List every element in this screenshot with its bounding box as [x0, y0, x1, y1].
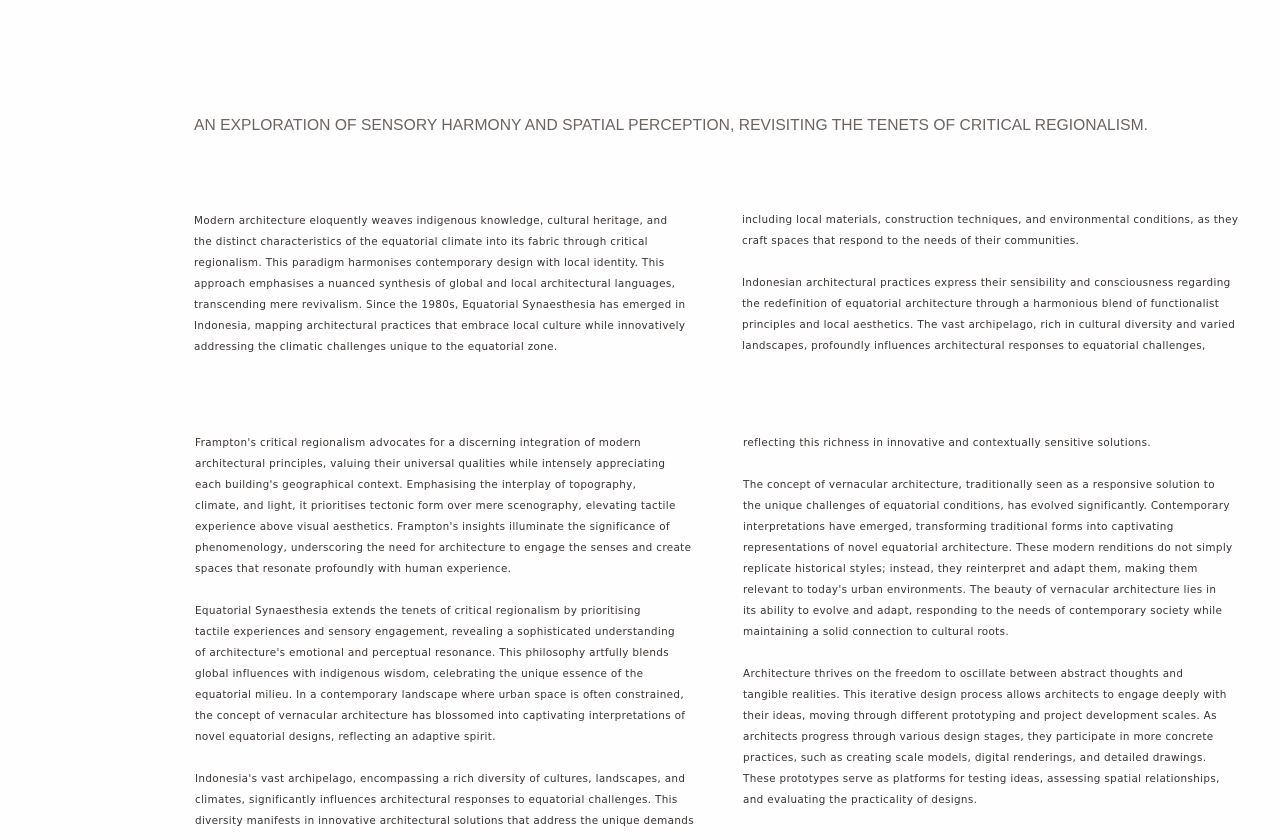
text-line: principles and local aesthetics. The vast archipelago, rich in cultural diversity and varied [742, 319, 1236, 331]
text-line: regionalism. This paradigm harmonises contemporary design with local identity. This [194, 257, 665, 269]
text-line: climates, significantly influences architectural responses to equatorial challenges. This [195, 794, 678, 806]
paragraph-gap [195, 748, 695, 769]
text-line: architectural principles, valuing their universal qualities while intensely appreciating [195, 458, 666, 470]
text-line: landscapes, profoundly influences architectural responses to equatorial challenges, [742, 340, 1206, 352]
text-line: architects progress through various design stages, they participate in more concrete [743, 731, 1214, 743]
text-line: The concept of vernacular architecture, traditionally seen as a responsive solution to [743, 479, 1215, 491]
page-title: AN EXPLORATION OF SENSORY HARMONY AND SPATIAL PERCEPTION, REVISITING THE TENETS OF CRITICAL REGIONALISM. [194, 117, 1149, 134]
text-line: experience above visual aesthetics. Frampton's insights illuminate the significance of [195, 521, 670, 533]
text-line: diversity manifests in innovative architectural solutions that address the unique demands [195, 815, 695, 827]
text-line: Architecture thrives on the freedom to oscillate between abstract thoughts and [743, 668, 1184, 680]
text-line: These prototypes serve as platforms for testing ideas, assessing spatial relationships, [743, 773, 1220, 785]
text-line: climate, and light, it prioritises tectonic form over mere scenography, elevating tactile [195, 500, 676, 512]
text-line: interpretations have emerged, transforming traditional forms into captivating [743, 521, 1174, 533]
text-line: tactile experiences and sensory engagement, revealing a sophisticated understanding [195, 626, 675, 638]
text-line: the distinct characteristics of the equatorial climate into its fabric through critical [194, 236, 648, 248]
text-line: relevant to today's urban environments. The beauty of vernacular architecture lies in [743, 584, 1217, 596]
text-line: representations of novel equatorial architecture. These modern renditions do not simply [743, 542, 1233, 554]
paragraph-gap [742, 252, 1242, 273]
text-line: Modern architecture eloquently weaves indigenous knowledge, cultural heritage, and [194, 215, 668, 227]
text-line: its ability to evolve and adapt, responding to the needs of contemporary society while [743, 605, 1223, 617]
text-line: Indonesia's vast archipelago, encompassing a rich diversity of cultures, landscapes, and [195, 773, 686, 785]
text-line: including local materials, construction techniques, and environmental conditions, as they [742, 214, 1239, 226]
text-line: craft spaces that respond to the needs of their communities. [742, 235, 1080, 247]
text-line: Frampton's critical regionalism advocates for a discerning integration of modern [195, 437, 641, 449]
text-line: Indonesia, mapping architectural practices that embrace local culture while innovatively [194, 320, 686, 332]
text-line: Indonesian architectural practices express their sensibility and consciousness regarding [742, 277, 1231, 289]
text-line: novel equatorial designs, reflecting an adaptive spirit. [195, 731, 496, 743]
text-line: global influences with indigenous wisdom, celebrating the unique essence of the [195, 668, 644, 680]
text-line: replicate historical styles; instead, they reinterpret and adapt them, making them [743, 563, 1198, 575]
text-line: reflecting this richness in innovative and contextually sensitive solutions. [743, 437, 1152, 449]
text-line: phenomenology, underscoring the need for architecture to engage the senses and create [195, 542, 692, 554]
text-line: addressing the climatic challenges unique to the equatorial zone. [194, 341, 558, 353]
text-column-bottom-left [195, 433, 695, 832]
text-line: the unique challenges of equatorial conditions, has evolved significantly. Contemporary [743, 500, 1230, 512]
text-column-bottom-right [743, 433, 1243, 811]
text-line: of architecture's emotional and perceptual resonance. This philosophy artfully blends [195, 647, 670, 659]
text-line: approach emphasises a nuanced synthesis of global and local architectural languages, [194, 278, 676, 290]
paragraph-gap [743, 643, 1243, 664]
text-line: equatorial milieu. In a contemporary landscape where urban space is often constrained, [195, 689, 685, 701]
text-line: the redefinition of equatorial architecture through a harmonious blend of functionalist [742, 298, 1220, 310]
text-line: transcending mere revivalism. Since the 1980s, Equatorial Synaesthesia has emerged in [194, 299, 686, 311]
text-line: maintaining a solid connection to cultural roots. [743, 626, 1010, 638]
text-line: their ideas, moving through different prototyping and project development scales. As [743, 710, 1217, 722]
text-line: Equatorial Synaesthesia extends the tenets of critical regionalism by prioritising [195, 605, 641, 617]
text-line: spaces that resonate profoundly with human experience. [195, 563, 512, 575]
text-column-top-left [194, 211, 694, 358]
paragraph-gap [743, 454, 1243, 475]
text-line: and evaluating the practicality of designs. [743, 794, 978, 806]
text-line: the concept of vernacular architecture has blossomed into captivating interpretations of [195, 710, 686, 722]
text-line: practices, such as creating scale models, digital renderings, and detailed drawings. [743, 752, 1207, 764]
paragraph-gap [195, 580, 695, 601]
text-column-top-right [742, 210, 1242, 357]
text-line: tangible realities. This iterative design process allows architects to engage deeply with [743, 689, 1227, 701]
text-line: each building's geographical context. Emphasising the interplay of topography, [195, 479, 637, 491]
